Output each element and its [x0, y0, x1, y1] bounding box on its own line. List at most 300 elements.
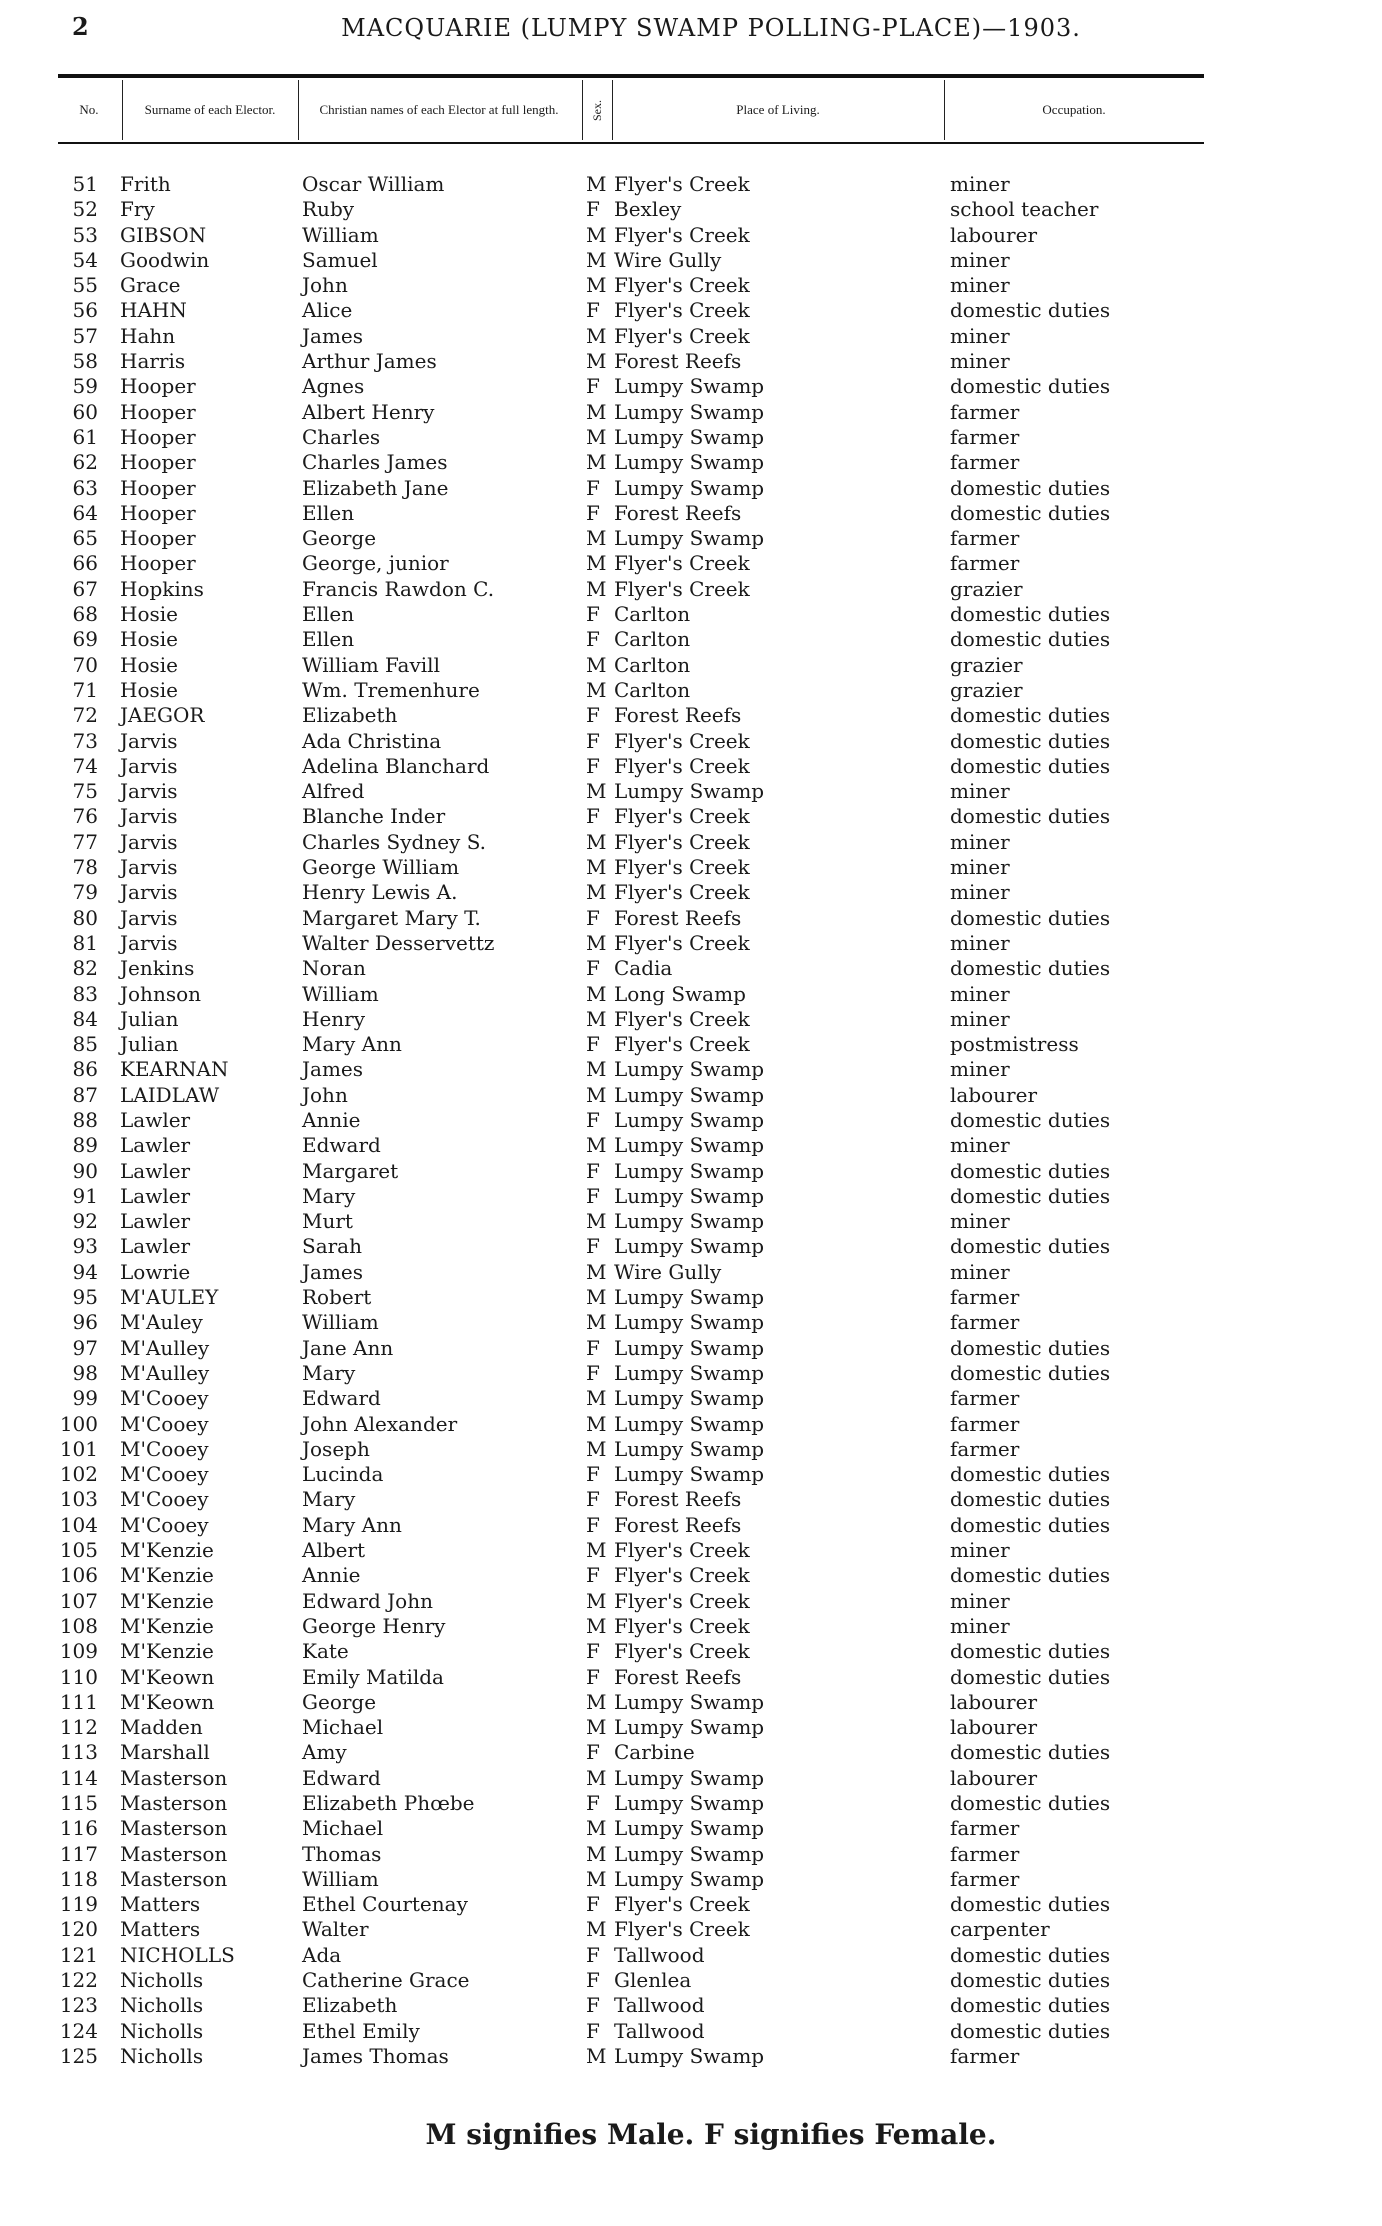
elector-sex: M: [586, 323, 607, 348]
elector-surname: Masterson: [120, 1816, 228, 1841]
elector-surname: M'Cooey: [120, 1462, 209, 1487]
elector-surname: NICHOLLS: [120, 1942, 235, 1967]
elector-number: 120: [59, 1917, 98, 1942]
elector-place: Lumpy Swamp: [614, 1689, 765, 1714]
elector-christian-names: Robert: [302, 1285, 372, 1310]
table-row: [0, 476, 1382, 501]
elector-surname: M'Cooey: [120, 1487, 209, 1512]
table-row: [0, 678, 1382, 703]
elector-sex: F: [586, 1107, 600, 1132]
elector-place: Cadia: [614, 956, 673, 981]
elector-christian-names: Charles Sydney S.: [302, 829, 487, 854]
table-row: [0, 1184, 1382, 1209]
elector-surname: M'Cooey: [120, 1436, 209, 1461]
elector-number: 66: [72, 551, 98, 576]
elector-place: Lumpy Swamp: [614, 1411, 765, 1436]
elector-number: 93: [72, 1234, 98, 1259]
elector-christian-names: Mary: [302, 1360, 356, 1385]
elector-sex: F: [586, 298, 600, 323]
elector-sex: M: [586, 779, 607, 804]
elector-occupation: labourer: [950, 1689, 1038, 1714]
elector-place: Lumpy Swamp: [614, 1183, 765, 1208]
table-row: [0, 1285, 1382, 1310]
elector-place: Flyer's Creek: [614, 298, 750, 323]
elector-occupation: domestic duties: [950, 1512, 1111, 1537]
table-row: [0, 1842, 1382, 1867]
elector-christian-names: Charles: [302, 424, 381, 449]
table-row: [0, 1943, 1382, 1968]
elector-number: 85: [72, 1032, 98, 1057]
elector-number: 90: [72, 1158, 98, 1183]
column-divider: [612, 80, 613, 140]
elector-number: 89: [72, 1133, 98, 1158]
elector-number: 106: [59, 1563, 98, 1588]
elector-christian-names: Elizabeth: [302, 1993, 398, 2018]
elector-surname: Nicholls: [120, 1993, 204, 2018]
elector-occupation: miner: [950, 273, 1010, 298]
elector-sex: F: [586, 1791, 600, 1815]
elector-number: 83: [72, 981, 98, 1006]
elector-number: 61: [72, 424, 98, 449]
elector-surname: Hahn: [120, 323, 176, 348]
elector-place: Tallwood: [614, 2018, 705, 2043]
elector-place: Flyer's Creek: [614, 1563, 750, 1588]
elector-surname: Hopkins: [120, 576, 204, 601]
elector-sex: F: [586, 804, 600, 829]
column-header-place: Place of Living.: [736, 102, 820, 117]
elector-place: Flyer's Creek: [614, 1006, 750, 1031]
elector-christian-names: William: [302, 222, 379, 247]
elector-occupation: domestic duties: [950, 1639, 1111, 1664]
column-header-occupation: Occupation.: [1042, 102, 1106, 117]
elector-christian-names: Arthur James: [302, 349, 437, 374]
elector-occupation: domestic duties: [950, 1487, 1111, 1512]
elector-number: 69: [72, 627, 98, 652]
elector-number: 82: [72, 956, 98, 981]
elector-occupation: school teacher: [950, 197, 1099, 222]
elector-surname: Hooper: [120, 526, 196, 551]
elector-surname: M'Keown: [120, 1664, 215, 1689]
elector-sex: M: [586, 855, 607, 880]
elector-place: Flyer's Creek: [614, 1613, 750, 1638]
elector-sex: M: [586, 1411, 607, 1436]
elector-occupation: miner: [950, 1259, 1010, 1284]
elector-surname: Lawler: [120, 1234, 191, 1259]
elector-sex: F: [586, 1942, 600, 1967]
elector-place: Flyer's Creek: [614, 576, 750, 601]
elector-surname: JAEGOR: [120, 703, 205, 728]
elector-christian-names: Amy: [302, 1740, 347, 1765]
elector-surname: M'Aulley: [120, 1335, 210, 1360]
elector-sex: M: [586, 1310, 607, 1335]
elector-place: Lumpy Swamp: [614, 424, 765, 449]
elector-number: 80: [72, 905, 98, 930]
elector-christian-names: Ada Christina: [302, 728, 442, 753]
elector-place: Lumpy Swamp: [614, 475, 765, 500]
elector-place: Flyer's Creek: [614, 855, 750, 880]
elector-number: 79: [72, 880, 98, 905]
elector-sex: M: [586, 273, 607, 298]
elector-occupation: domestic duties: [950, 1791, 1111, 1815]
table-row: [0, 1462, 1382, 1487]
elector-occupation: domestic duties: [950, 1993, 1111, 2018]
elector-sex: M: [586, 1538, 607, 1563]
elector-christian-names: Mary Ann: [302, 1032, 402, 1057]
table-row: [0, 2019, 1382, 2044]
table-row: [0, 1209, 1382, 1234]
elector-number: 91: [72, 1183, 98, 1208]
table-row: [0, 197, 1382, 222]
elector-surname: M'Cooey: [120, 1411, 209, 1436]
elector-place: Flyer's Creek: [614, 1639, 750, 1664]
elector-surname: Matters: [120, 1892, 201, 1917]
elector-number: 102: [59, 1462, 98, 1487]
elector-sex: M: [586, 247, 607, 272]
elector-occupation: domestic duties: [950, 753, 1111, 778]
elector-place: Lumpy Swamp: [614, 2043, 765, 2068]
elector-occupation: farmer: [950, 551, 1020, 576]
table-row: [0, 1867, 1382, 1892]
elector-christian-names: Catherine Grace: [302, 1968, 470, 1993]
table-row: [0, 1690, 1382, 1715]
elector-surname: Hooper: [120, 450, 196, 475]
elector-place: Forest Reefs: [614, 905, 742, 930]
elector-occupation: domestic duties: [950, 298, 1111, 323]
elector-sex: F: [586, 1234, 600, 1259]
elector-surname: Madden: [120, 1715, 203, 1740]
elector-place: Flyer's Creek: [614, 930, 750, 955]
elector-christian-names: George William: [302, 855, 460, 880]
elector-christian-names: Adelina Blanchard: [302, 753, 490, 778]
elector-place: Forest Reefs: [614, 1664, 742, 1689]
table-row: [0, 855, 1382, 880]
elector-christian-names: Margaret Mary T.: [302, 905, 481, 930]
elector-surname: Hooper: [120, 500, 196, 525]
column-divider: [944, 80, 945, 140]
table-row: [0, 1487, 1382, 1512]
elector-sex: M: [586, 981, 607, 1006]
elector-occupation: domestic duties: [950, 627, 1111, 652]
table-row: [0, 1412, 1382, 1437]
elector-number: 53: [72, 222, 98, 247]
elector-place: Carlton: [614, 677, 691, 702]
elector-number: 65: [72, 526, 98, 551]
elector-sex: F: [586, 1462, 600, 1487]
elector-occupation: domestic duties: [950, 1563, 1111, 1588]
elector-sex: M: [586, 551, 607, 576]
elector-surname: Julian: [120, 1032, 179, 1057]
elector-place: Flyer's Creek: [614, 804, 750, 829]
elector-place: Tallwood: [614, 1942, 705, 1967]
elector-surname: Nicholls: [120, 2043, 204, 2068]
elector-occupation: domestic duties: [950, 1740, 1111, 1765]
table-row: [0, 450, 1382, 475]
elector-surname: Grace: [120, 273, 181, 298]
elector-surname: Lowrie: [120, 1259, 191, 1284]
table-row: [0, 779, 1382, 804]
table-row: [0, 830, 1382, 855]
elector-number: 52: [72, 197, 98, 222]
table-row: [0, 602, 1382, 627]
elector-number: 107: [59, 1588, 98, 1613]
elector-place: Lumpy Swamp: [614, 1335, 765, 1360]
elector-sex: M: [586, 450, 607, 475]
elector-occupation: domestic duties: [950, 500, 1111, 525]
elector-surname: Lawler: [120, 1183, 191, 1208]
elector-sex: M: [586, 1259, 607, 1284]
elector-number: 86: [72, 1057, 98, 1082]
elector-place: Lumpy Swamp: [614, 399, 765, 424]
elector-surname: GIBSON: [120, 222, 207, 247]
table-row: [0, 1715, 1382, 1740]
elector-occupation: farmer: [950, 2043, 1020, 2068]
elector-number: 57: [72, 323, 98, 348]
elector-sex: M: [586, 1285, 607, 1310]
elector-christian-names: Edward John: [302, 1588, 433, 1613]
elector-number: 68: [72, 602, 98, 627]
elector-christian-names: Henry Lewis A.: [302, 880, 458, 905]
elector-sex: F: [586, 475, 600, 500]
elector-place: Lumpy Swamp: [614, 1866, 765, 1891]
elector-christian-names: William: [302, 1866, 379, 1891]
elector-number: 84: [72, 1006, 98, 1031]
table-row: [0, 1133, 1382, 1158]
elector-sex: M: [586, 399, 607, 424]
elector-christian-names: Ellen: [302, 602, 355, 627]
table-row: [0, 1538, 1382, 1563]
table-row: [0, 880, 1382, 905]
elector-sex: M: [586, 1006, 607, 1031]
elector-surname: Jarvis: [120, 855, 178, 880]
elector-christian-names: Noran: [302, 956, 366, 981]
elector-sex: F: [586, 1360, 600, 1385]
elector-place: Flyer's Creek: [614, 753, 750, 778]
elector-surname: Nicholls: [120, 1968, 204, 1993]
elector-surname: M'Kenzie: [120, 1563, 214, 1588]
elector-occupation: farmer: [950, 1310, 1020, 1335]
elector-sex: F: [586, 197, 600, 222]
elector-number: 117: [59, 1841, 98, 1866]
table-row: [0, 931, 1382, 956]
elector-sex: M: [586, 172, 607, 196]
table-row: [0, 754, 1382, 779]
elector-place: Flyer's Creek: [614, 880, 750, 905]
elector-christian-names: Agnes: [302, 374, 365, 399]
elector-sex: F: [586, 703, 600, 728]
elector-sex: M: [586, 424, 607, 449]
elector-sex: M: [586, 1613, 607, 1638]
elector-number: 58: [72, 349, 98, 374]
elector-sex: M: [586, 880, 607, 905]
table-row: [0, 1791, 1382, 1816]
elector-place: Flyer's Creek: [614, 1588, 750, 1613]
table-row: [0, 1589, 1382, 1614]
table-row: [0, 1766, 1382, 1791]
elector-sex: M: [586, 930, 607, 955]
elector-number: 59: [72, 374, 98, 399]
elector-occupation: farmer: [950, 1386, 1020, 1411]
table-row: [0, 1993, 1382, 2018]
elector-christian-names: Murt: [302, 1209, 353, 1234]
elector-christian-names: Henry: [302, 1006, 366, 1031]
elector-occupation: domestic duties: [950, 956, 1111, 981]
elector-occupation: farmer: [950, 450, 1020, 475]
elector-christian-names: Edward: [302, 1133, 381, 1158]
elector-surname: Hooper: [120, 551, 196, 576]
elector-occupation: miner: [950, 829, 1010, 854]
elector-surname: M'Kenzie: [120, 1613, 214, 1638]
elector-sex: M: [586, 1917, 607, 1942]
elector-surname: M'Keown: [120, 1689, 215, 1714]
elector-place: Flyer's Creek: [614, 222, 750, 247]
elector-sex: M: [586, 1588, 607, 1613]
elector-christian-names: Samuel: [302, 247, 378, 272]
elector-sex: F: [586, 1993, 600, 2018]
elector-place: Glenlea: [614, 1968, 692, 1993]
elector-occupation: miner: [950, 172, 1010, 196]
elector-place: Lumpy Swamp: [614, 1234, 765, 1259]
elector-surname: Jarvis: [120, 728, 178, 753]
electors-list: [0, 172, 1382, 2069]
elector-number: 119: [59, 1892, 98, 1917]
elector-sex: F: [586, 374, 600, 399]
elector-sex: M: [586, 2043, 607, 2068]
elector-number: 74: [72, 753, 98, 778]
elector-christian-names: James Thomas: [302, 2043, 449, 2068]
elector-place: Lumpy Swamp: [614, 1841, 765, 1866]
elector-number: 100: [59, 1411, 98, 1436]
column-header-sex-label: Sex.: [590, 99, 604, 121]
elector-place: Lumpy Swamp: [614, 1791, 765, 1815]
elector-christian-names: Ellen: [302, 627, 355, 652]
elector-surname: Lawler: [120, 1133, 191, 1158]
elector-place: Lumpy Swamp: [614, 1107, 765, 1132]
elector-christian-names: John Alexander: [302, 1411, 458, 1436]
elector-occupation: miner: [950, 880, 1010, 905]
elector-place: Wire Gully: [614, 247, 722, 272]
elector-place: Long Swamp: [614, 981, 746, 1006]
elector-occupation: miner: [950, 247, 1010, 272]
table-row: [0, 1057, 1382, 1082]
elector-christian-names: Margaret: [302, 1158, 399, 1183]
elector-sex: M: [586, 576, 607, 601]
elector-occupation: farmer: [950, 1285, 1020, 1310]
elector-place: Lumpy Swamp: [614, 1082, 765, 1107]
elector-number: 124: [59, 2018, 98, 2043]
table-row: [0, 1007, 1382, 1032]
elector-surname: HAHN: [120, 298, 187, 323]
elector-sex: M: [586, 1765, 607, 1790]
elector-christian-names: Blanche Inder: [302, 804, 446, 829]
elector-occupation: miner: [950, 323, 1010, 348]
elector-place: Lumpy Swamp: [614, 1715, 765, 1740]
elector-surname: M'Cooey: [120, 1386, 209, 1411]
elector-occupation: miner: [950, 1588, 1010, 1613]
table-row: [0, 1563, 1382, 1588]
elector-number: 114: [59, 1765, 98, 1790]
table-row: [0, 1260, 1382, 1285]
elector-occupation: domestic duties: [950, 475, 1111, 500]
elector-place: Lumpy Swamp: [614, 1285, 765, 1310]
table-row: [0, 1437, 1382, 1462]
elector-christian-names: Edward: [302, 1386, 381, 1411]
elector-place: Forest Reefs: [614, 500, 742, 525]
elector-surname: Matters: [120, 1917, 201, 1942]
elector-occupation: farmer: [950, 526, 1020, 551]
elector-sex: F: [586, 956, 600, 981]
elector-surname: M'Kenzie: [120, 1538, 214, 1563]
elector-christian-names: Ethel Emily: [302, 2018, 420, 2043]
elector-place: Lumpy Swamp: [614, 1158, 765, 1183]
elector-christian-names: Annie: [302, 1107, 361, 1132]
elector-surname: Masterson: [120, 1841, 228, 1866]
table-row: [0, 1639, 1382, 1664]
elector-place: Flyer's Creek: [614, 1032, 750, 1057]
elector-occupation: miner: [950, 779, 1010, 804]
elector-place: Lumpy Swamp: [614, 1133, 765, 1158]
table-row: [0, 2044, 1382, 2069]
elector-place: Flyer's Creek: [614, 1892, 750, 1917]
elector-number: 77: [72, 829, 98, 854]
table-row: [0, 248, 1382, 273]
elector-place: Flyer's Creek: [614, 728, 750, 753]
elector-occupation: labourer: [950, 1715, 1038, 1740]
table-row: [0, 1513, 1382, 1538]
elector-occupation: carpenter: [950, 1917, 1050, 1942]
elector-occupation: miner: [950, 1209, 1010, 1234]
elector-number: 71: [72, 677, 98, 702]
elector-place: Lumpy Swamp: [614, 1816, 765, 1841]
elector-christian-names: Alfred: [302, 779, 365, 804]
table-row: [0, 1740, 1382, 1765]
elector-place: Lumpy Swamp: [614, 526, 765, 551]
elector-number: 54: [72, 247, 98, 272]
table-row: [0, 956, 1382, 981]
column-divider: [298, 80, 299, 140]
elector-number: 51: [72, 172, 98, 196]
elector-occupation: labourer: [950, 1082, 1038, 1107]
elector-christian-names: George, junior: [302, 551, 449, 576]
elector-sex: F: [586, 500, 600, 525]
table-row: [0, 551, 1382, 576]
elector-occupation: farmer: [950, 1411, 1020, 1436]
elector-christian-names: Ada: [302, 1942, 342, 1967]
elector-sex: M: [586, 1436, 607, 1461]
elector-sex: M: [586, 222, 607, 247]
elector-place: Forest Reefs: [614, 349, 742, 374]
column-divider: [582, 80, 583, 140]
elector-occupation: grazier: [950, 677, 1023, 702]
elector-christian-names: George Henry: [302, 1613, 446, 1638]
elector-place: Lumpy Swamp: [614, 779, 765, 804]
elector-place: Lumpy Swamp: [614, 1360, 765, 1385]
elector-occupation: farmer: [950, 1436, 1020, 1461]
elector-christian-names: Lucinda: [302, 1462, 384, 1487]
elector-sex: F: [586, 1158, 600, 1183]
table-row: [0, 1614, 1382, 1639]
elector-sex: M: [586, 1209, 607, 1234]
elector-surname: Harris: [120, 349, 186, 374]
elector-occupation: domestic duties: [950, 728, 1111, 753]
elector-surname: Frith: [120, 172, 171, 196]
elector-place: Forest Reefs: [614, 1487, 742, 1512]
table-row: [0, 501, 1382, 526]
elector-sex: M: [586, 677, 607, 702]
elector-number: 125: [59, 2043, 98, 2068]
elector-surname: Lawler: [120, 1107, 191, 1132]
elector-christian-names: Emily Matilda: [302, 1664, 444, 1689]
elector-christian-names: Annie: [302, 1563, 361, 1588]
